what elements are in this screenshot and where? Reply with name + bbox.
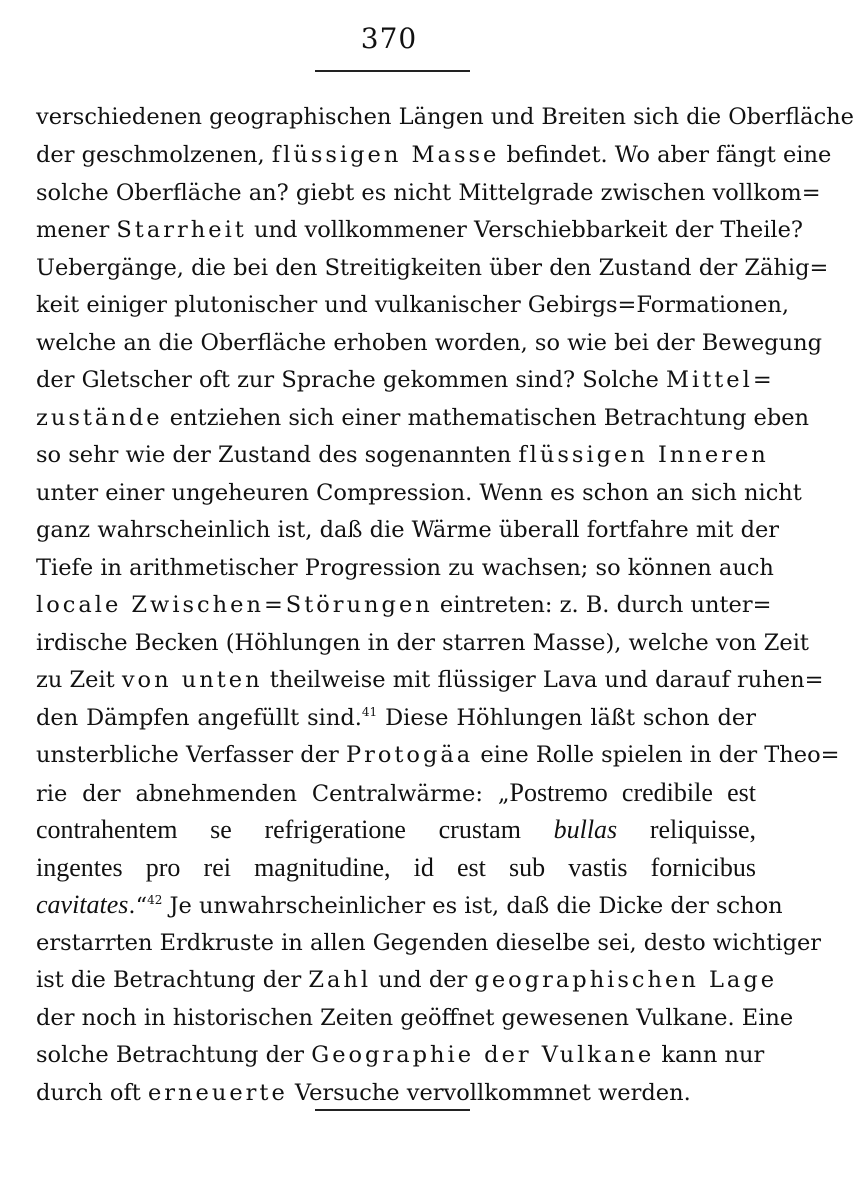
text-run: rie der abnehmenden Centralwärme: „ [36, 781, 510, 807]
page-number: 370 [360, 22, 418, 55]
text-run: erstarrten Erdkruste in allen Gegenden dieselbe sei, desto wichtiger [36, 930, 822, 956]
text-run: solche Oberfläche an? giebt es nicht Mittelgrade zwischen vollkom= [36, 180, 821, 206]
text-run: zu Zeit [36, 667, 122, 693]
text-line [36, 102, 854, 132]
text-run: durch oft [36, 1080, 148, 1106]
text-run: den Dämpfen angefüllt sind. [36, 705, 362, 731]
text-line [36, 403, 810, 433]
text-run: Je unwahrscheinlicher es ist, daß die Dicke der schon [162, 893, 783, 919]
spaced-emphasis: von unten [121, 667, 263, 693]
spaced-emphasis: locale Zwischen=Störungen [36, 592, 433, 618]
text-run: keit einiger plutonischer und vulkanischer Gebirgs=Formationen, [36, 292, 790, 318]
text-run: irdische Becken (Höhlungen in der starren Masse), welche von Zeit [36, 630, 809, 656]
text-run: mener [36, 217, 117, 243]
text-line [36, 1040, 765, 1070]
text-line [36, 515, 780, 545]
latin-quote: Postremo credibile est [509, 778, 756, 807]
text-line [36, 965, 778, 995]
spaced-emphasis: erneuerte [147, 1080, 288, 1106]
text-run: kann nur [654, 1042, 765, 1068]
text-line [36, 178, 821, 208]
footnote-marker: 42 [147, 893, 163, 907]
spaced-emphasis: Mittel= [665, 367, 775, 393]
text-line [36, 440, 769, 470]
text-run: ganz wahrscheinlich ist, daß die Wärme überall fortfahre mit der [36, 517, 780, 543]
text-line [36, 215, 803, 245]
text-line [36, 478, 802, 508]
latin-quote: contrahentem se refrigeratione crustam [36, 815, 554, 844]
spaced-emphasis: zustände [36, 405, 163, 431]
text-run: .“ [128, 893, 148, 919]
text-run: der Gletscher oft zur Sprache gekommen sind? Solche [36, 367, 666, 393]
text-run: entziehen sich einer mathematischen Betrachtung eben [162, 405, 810, 431]
text-run: eine Rolle spielen in der Theo= [473, 742, 840, 768]
text-run: der geschmolzenen, [36, 142, 272, 168]
spaced-emphasis: flüssigen Inneren [518, 442, 769, 468]
text-line [36, 1003, 794, 1033]
text-run: unsterbliche Verfasser der [36, 742, 346, 768]
spaced-emphasis: geographischen Lage [474, 967, 778, 993]
text-line-last [36, 1078, 756, 1108]
text-run: eintreten: z. B. durch unter= [432, 592, 772, 618]
text-line [36, 778, 756, 809]
spaced-emphasis: Starrheit [116, 217, 247, 243]
text-run: welche an die Oberfläche erhoben worden, so wie bei der Bewegung [36, 330, 822, 356]
text-line [36, 928, 822, 958]
text-run: Diese Höhlungen läßt schon der [377, 705, 756, 731]
text-line [36, 590, 772, 620]
text-line [36, 365, 775, 395]
text-line [36, 328, 822, 358]
text-run: Versuche vervollkommnet werden. [287, 1080, 691, 1106]
text-run: ist die Betrachtung der [36, 967, 309, 993]
text-run: befindet. Wo aber fängt eine [499, 142, 832, 168]
latin-quote: ingentes pro rei magnitudine, id est sub vastis fornicibus [36, 853, 756, 882]
latin-quote-italic: cavitates [36, 890, 129, 919]
text-run: verschiedenen geographischen Längen und Breiten sich die Oberfläche [36, 104, 854, 130]
text-line [36, 665, 824, 695]
spaced-emphasis: Zahl [308, 967, 372, 993]
text-line [36, 290, 790, 320]
footnote-marker: 41 [361, 705, 378, 719]
spaced-emphasis: Protogäa [345, 742, 474, 768]
text-line [36, 140, 832, 170]
text-line [36, 853, 756, 884]
text-run: theilweise mit flüssiger Lava und darauf ruhen= [262, 667, 824, 693]
text-line [36, 890, 783, 921]
text-run: und der [371, 967, 475, 993]
text-run: unter einer ungeheuren Compression. Wenn es schon an sich nicht [36, 480, 802, 506]
text-line [36, 253, 829, 283]
text-run: und vollkommener Verschiebbarkeit der Theile? [246, 217, 803, 243]
latin-quote-italic: bullas [553, 815, 618, 844]
spaced-emphasis: flüssigen Masse [271, 142, 500, 168]
text-run: Tiefe in arithmetischer Progression zu wachsen; so können auch [36, 555, 774, 581]
text-line [36, 553, 774, 583]
text-run: solche Betrachtung der [36, 1042, 312, 1068]
text-line [36, 703, 756, 733]
text-run: Uebergänge, die bei den Streitigkeiten über den Zustand der Zähig= [36, 255, 829, 281]
spaced-emphasis: Geographie der Vulkane [311, 1042, 655, 1068]
bottom-divider [315, 1109, 470, 1111]
text-line [36, 815, 756, 846]
text-run: der noch in historischen Zeiten geöffnet gewesenen Vulkane. Eine [36, 1005, 794, 1031]
latin-quote: reliquisse, [617, 815, 756, 844]
text-line [36, 628, 809, 658]
text-run: so sehr wie der Zustand des sogenannten [36, 442, 519, 468]
text-line [36, 740, 840, 770]
